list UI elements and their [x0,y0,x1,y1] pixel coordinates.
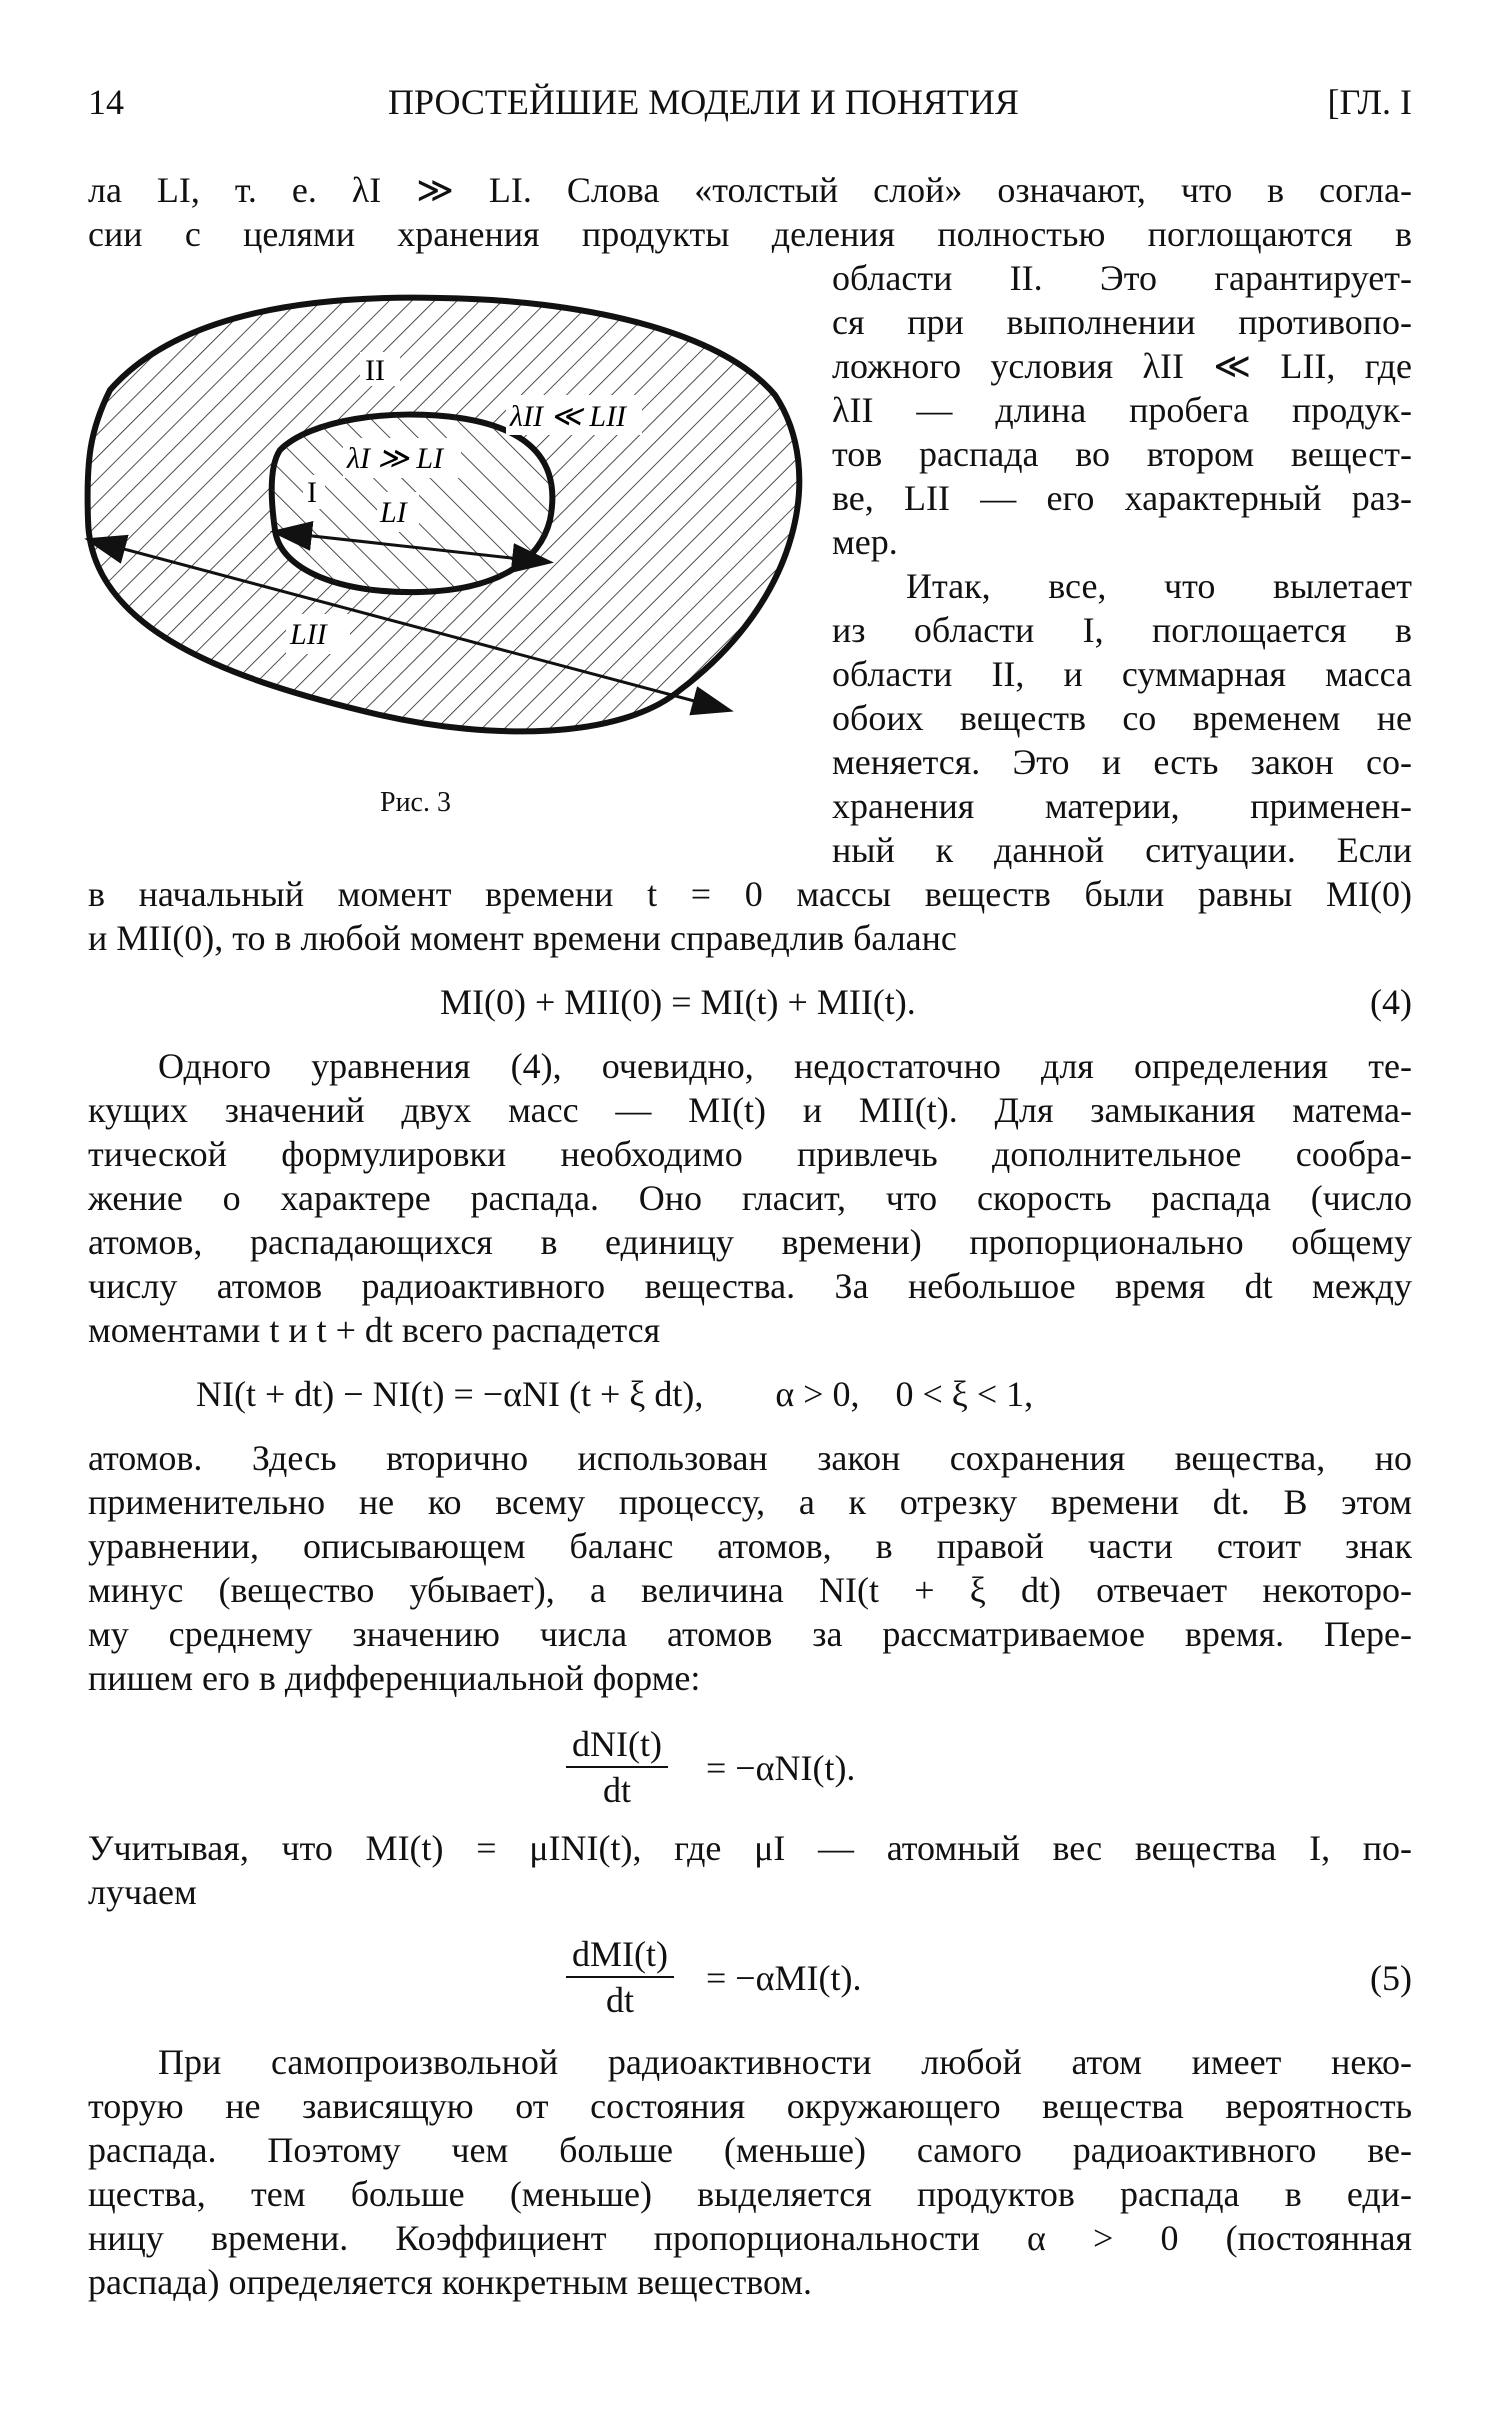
p4-line3: уравнении, описывающем баланс атомов, в правой части стоит знак [88,1526,1412,1566]
p4-line5: му среднему значению числа атомов за рассматриваемое время. Пере- [88,1614,1412,1654]
running-title: ПРОСТЕЙШИЕ МОДЕЛИ И ПОНЯТИЯ [388,82,1019,122]
equation-5-rhs: = −αMI(t). [706,1958,862,1998]
label-region-ii: II [365,354,385,387]
p3-line3: тической формулировки необходимо привлечь дополнительное сообра- [88,1134,1412,1174]
label-region-i: I [307,476,317,509]
p1-right-line6: ве, LII — его характерный раз- [832,478,1412,518]
p1-right-line3: ложного условия λII ≪ LII, где [832,346,1412,386]
p2-line9: и MII(0), то в любой момент времени справедлив баланс [88,918,957,958]
p1-right-line1: области II. Это гарантирует- [832,258,1412,298]
p2-right-line2: из области I, поглощается в [832,610,1412,650]
p3-line4: жение о характере распада. Оно гласит, что скорость распада (число [88,1178,1412,1218]
p4-line1: атомов. Здесь вторично использован закон сохранения вещества, но [88,1438,1412,1478]
p1-right-line2: ся при выполнении противопо- [832,302,1412,342]
figure-caption: Рис. 3 [380,787,451,818]
p3-line2: кущих значений двух масс — MI(t) и MII(t). Для замыкания матема- [88,1090,1412,1130]
label-li: LI [380,496,407,529]
p4-line4: минус (вещество убывает), а величина NI(t + ξ dt) отвечает некоторо- [88,1570,1412,1610]
p5-line2: лучаем [88,1872,197,1912]
p4-line6: пишем его в дифференциальной форме: [88,1658,701,1698]
p6-line1: При самопроизвольной радиоактивности любой атом имеет неко- [158,2042,1412,2082]
p6-line3: распада. Поэтому чем больше (меньше) самого радиоактивного ве- [88,2130,1412,2170]
p2-right-line6: хранения материи, применен- [832,786,1412,826]
p2-right-line3: области II, и суммарная масса [832,654,1412,694]
equation-4-number: (4) [1370,982,1412,1022]
equation-5-numerator: dMI(t) [566,1932,674,1978]
p4-line2: применительно не ко всему процессу, а к отрезку времени dt. В этом [88,1482,1412,1522]
p2-right-line4: обоих веществ со временем не [832,698,1412,738]
p2-line8: в начальный момент времени t = 0 массы веществ были равны MI(0) [88,874,1412,914]
p6-line6: распада) определяется конкретным веществом. [88,2262,813,2302]
equation-5-number: (5) [1370,1958,1412,1998]
p3-line6: числу атомов радиоактивного вещества. За небольшое время dt между [88,1266,1412,1306]
equation-balance: NI(t + dt) − NI(t) = −αNI (t + ξ dt), α > 0, 0 < ξ < 1, [196,1374,1034,1414]
p6-line2: торую не зависящую от состояния окружающего вещества вероятность [88,2086,1412,2126]
p6-line5: ницу времени. Коэффициент пропорциональности α > 0 (постоянная [88,2218,1412,2258]
p3-line5: атомов, распадающихся в единицу времени) пропорционально общему [88,1222,1412,1262]
chapter-label: [ГЛ. I [1327,82,1412,122]
p1-right-line7: мер. [832,522,898,562]
label-cond-ii: λII ≪ LII [510,400,627,433]
equation-diff-rhs: = −αNI(t). [706,1748,856,1788]
p1-line2: сии с целями хранения продукты деления полностью поглощаются в [88,214,1412,254]
equation-diff-denominator: dt [602,1770,631,1810]
equation-diff-numerator: dNI(t) [566,1722,668,1768]
p1-line1: ла LI, т. е. λI ≫ LI. Слова «толстый слой» означают, что в согла- [88,170,1412,210]
p5-line1: Учитывая, что MI(t) = μINI(t), где μI — атомный вес вещества I, по- [88,1828,1412,1868]
p2-right-line7: ный к данной ситуации. Если [832,830,1412,870]
label-cond-i: λI ≫ LI [347,442,444,475]
p3-line7: моментами t и t + dt всего распадется [88,1310,661,1350]
p2-right-line1: Итак, все, что вылетает [906,566,1412,606]
label-lii: LII [290,618,327,651]
page-number: 14 [88,82,124,122]
p1-right-line5: тов распада во втором вещест- [832,434,1412,474]
equation-4: MI(0) + MII(0) = MI(t) + MII(t). [440,982,916,1022]
p6-line4: щества, тем больше (меньше) выделяется продуктов распада в еди- [88,2174,1412,2214]
figure-3-diagram [80,270,810,760]
equation-diff-fraction [566,1722,668,1812]
p3-line1: Одного уравнения (4), очевидно, недостаточно для определения те- [158,1046,1412,1086]
p1-right-line4: λII — длина пробега продук- [832,390,1412,430]
equation-5-fraction [566,1932,674,2022]
p2-right-line5: меняется. Это и есть закон со- [832,742,1412,782]
equation-5-denominator: dt [605,1980,634,2020]
